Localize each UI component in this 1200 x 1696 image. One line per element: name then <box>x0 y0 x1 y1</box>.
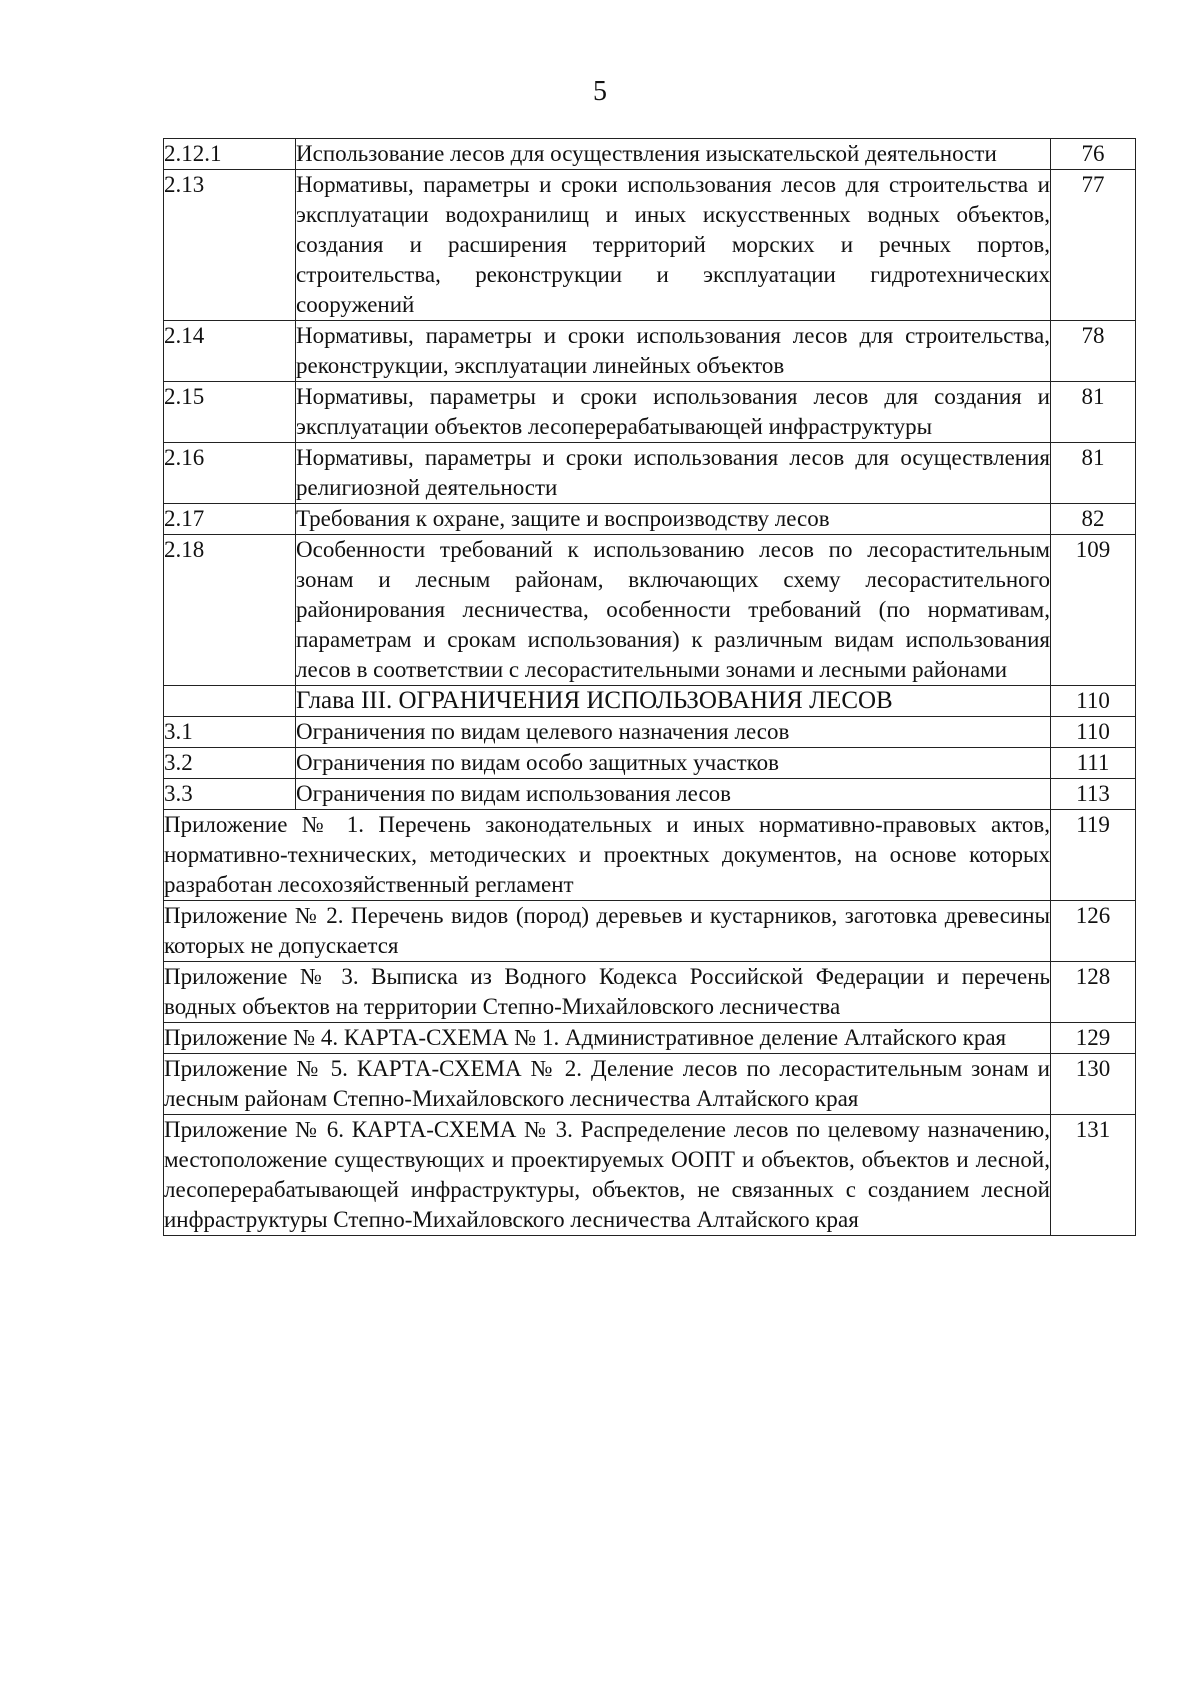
chapter-title: Глава III. ОГРАНИЧЕНИЯ ИСПОЛЬЗОВАНИЯ ЛЕСОВ <box>296 686 1051 717</box>
toc-body <box>164 139 1136 1236</box>
section-number: 2.18 <box>164 535 296 686</box>
section-number: 3.1 <box>164 717 296 748</box>
appendix-row <box>164 901 1136 962</box>
appendix-row <box>164 1054 1136 1115</box>
appendix-page: 129 <box>1051 1023 1136 1054</box>
appendix-title: Приложение № 6. КАРТА-СХЕМА № 3. Распределение лесов по целевому назначению, местоположение существующих и проектируемых ООПТ и объектов, объектов и лесной, лесоперерабатывающей инфраструктуры, объектов, не связанных с созданием лесной инфраструктуры Степно-Михайловского лесничества Алтайского края <box>164 1115 1051 1236</box>
section-number: 2.12.1 <box>164 139 296 170</box>
toc-row <box>164 382 1136 443</box>
appendix-page: 131 <box>1051 1115 1136 1236</box>
appendix-title: Приложение № 4. КАРТА-СХЕМА № 1. Административное деление Алтайского края <box>164 1023 1051 1054</box>
appendix-row <box>164 810 1136 901</box>
section-number: 2.14 <box>164 321 296 382</box>
toc-row <box>164 504 1136 535</box>
toc-row <box>164 443 1136 504</box>
appendix-title: Приложение № 5. КАРТА-СХЕМА № 2. Деление лесов по лесорастительным зонам и лесным районам Степно-Михайловского лесничества Алтайского края <box>164 1054 1051 1115</box>
table-of-contents <box>163 138 1136 1236</box>
section-title: Ограничения по видам целевого назначения лесов <box>296 717 1051 748</box>
section-page: 82 <box>1051 504 1136 535</box>
section-title: Ограничения по видам особо защитных участков <box>296 748 1051 779</box>
toc-row <box>164 170 1136 321</box>
toc-row <box>164 321 1136 382</box>
section-title: Нормативы, параметры и сроки использования лесов для создания и эксплуатации объектов лесоперерабатывающей инфраструктуры <box>296 382 1051 443</box>
section-page: 76 <box>1051 139 1136 170</box>
section-title: Нормативы, параметры и сроки использования лесов для строительства и эксплуатации водохранилищ и иных искусственных водных объектов, создания и расширения территорий морских и речных портов, строительства, реконструкции и эксплуатации гидротехнических сооружений <box>296 170 1051 321</box>
section-number: 2.13 <box>164 170 296 321</box>
section-page: 109 <box>1051 535 1136 686</box>
section-page: 110 <box>1051 717 1136 748</box>
section-page: 77 <box>1051 170 1136 321</box>
appendix-page: 128 <box>1051 962 1136 1023</box>
appendix-page: 119 <box>1051 810 1136 901</box>
appendix-page: 126 <box>1051 901 1136 962</box>
section-number: 2.15 <box>164 382 296 443</box>
section-number: 2.17 <box>164 504 296 535</box>
appendix-page: 130 <box>1051 1054 1136 1115</box>
toc-row <box>164 779 1136 810</box>
section-title: Требования к охране, защите и воспроизводству лесов <box>296 504 1051 535</box>
section-page: 81 <box>1051 443 1136 504</box>
appendix-title: Приложение № 1. Перечень законодательных и иных нормативно-правовых актов, нормативно-технических, методических и проектных документов, на основе которых разработан лесохозяйственный регламент <box>164 810 1051 901</box>
appendix-row <box>164 1023 1136 1054</box>
section-page: 78 <box>1051 321 1136 382</box>
section-title: Использование лесов для осуществления изыскательской деятельности <box>296 139 1051 170</box>
section-title: Ограничения по видам использования лесов <box>296 779 1051 810</box>
page-number: 5 <box>593 76 607 107</box>
appendix-row <box>164 962 1136 1023</box>
section-page: 81 <box>1051 382 1136 443</box>
appendix-title: Приложение № 2. Перечень видов (пород) деревьев и кустарников, заготовка древесины которых не допускается <box>164 901 1051 962</box>
toc-row <box>164 535 1136 686</box>
appendix-title: Приложение № 3. Выписка из Водного Кодекса Российской Федерации и перечень водных объектов на территории Степно-Михайловского лесничества <box>164 962 1051 1023</box>
section-title: Нормативы, параметры и сроки использования лесов для осуществления религиозной деятельности <box>296 443 1051 504</box>
toc-chapter-row <box>164 686 1136 717</box>
toc-row <box>164 717 1136 748</box>
section-title: Нормативы, параметры и сроки использования лесов для строительства, реконструкции, эксплуатации линейных объектов <box>296 321 1051 382</box>
section-number: 3.3 <box>164 779 296 810</box>
appendix-row <box>164 1115 1136 1236</box>
toc-row <box>164 748 1136 779</box>
section-page: 110 <box>1051 686 1136 717</box>
section-number: 2.16 <box>164 443 296 504</box>
section-number: 3.2 <box>164 748 296 779</box>
section-page: 111 <box>1051 748 1136 779</box>
section-title: Особенности требований к использованию лесов по лесорастительным зонам и лесным районам, включающих схему лесорастительного районирования лесничества, особенности требований (по нормативам, параметрам и срокам использования) к различным видам использования лесов в соответствии с лесорастительными зонами и лесными районами <box>296 535 1051 686</box>
toc-row <box>164 139 1136 170</box>
section-number <box>164 686 296 717</box>
section-page: 113 <box>1051 779 1136 810</box>
